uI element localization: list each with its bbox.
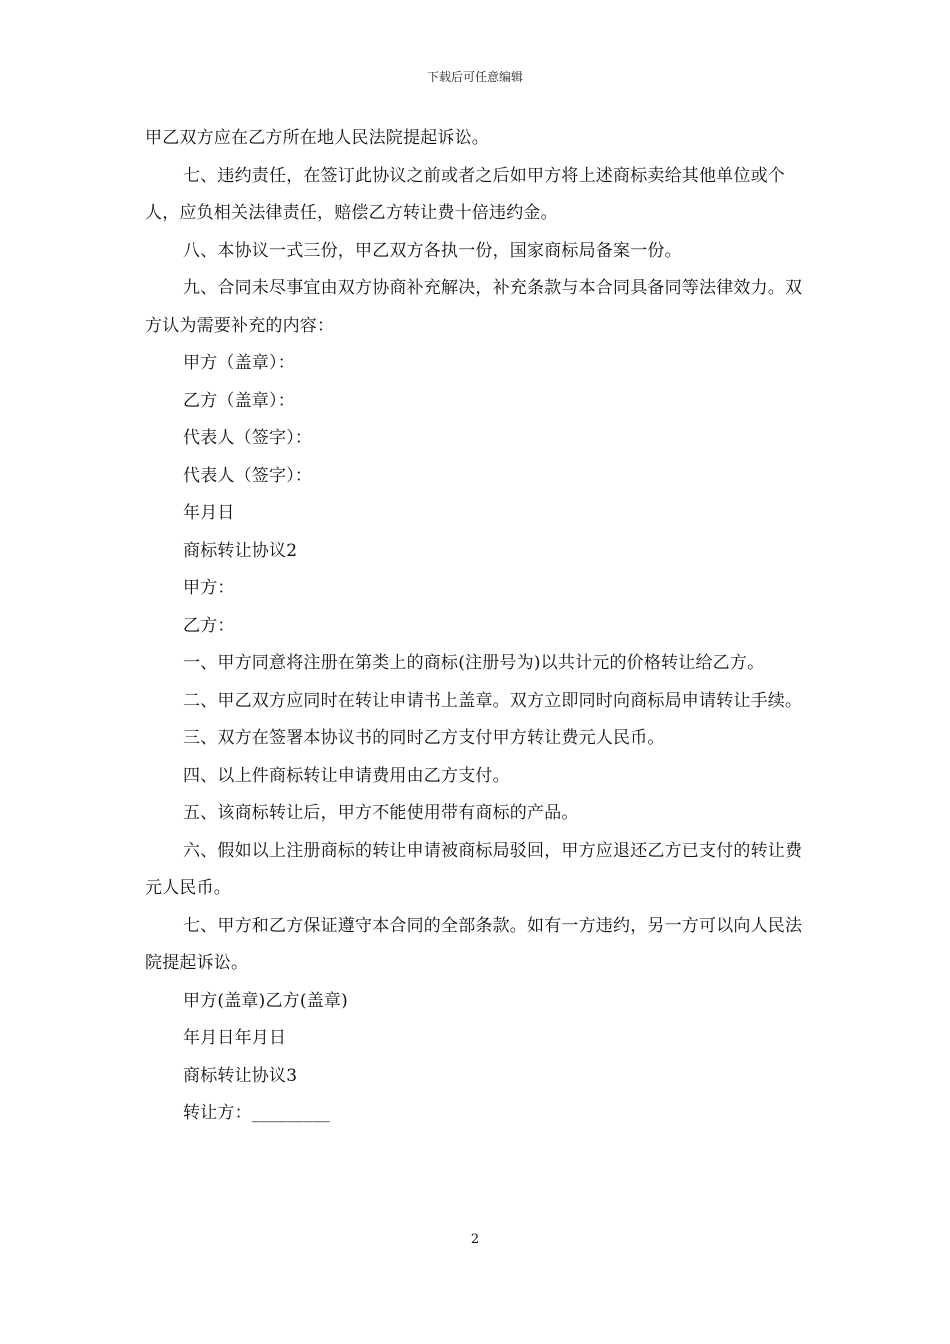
section-title: 商标转让协议3 bbox=[183, 1065, 298, 1086]
paragraph: 一、甲方同意将注册在第类上的商标(注册号为)以共计元的价格转让给乙方。 bbox=[183, 653, 765, 673]
paragraph: 乙方（盖章）： bbox=[183, 390, 295, 411]
paragraph: 甲方： bbox=[183, 578, 235, 598]
paragraph: 五、该商标转让后，甲方不能使用带有商标的产品。 bbox=[183, 803, 579, 823]
paragraph: 二、甲乙双方应同时在转让申请书上盖章。双方立即同时向商标局申请转让手续。 bbox=[183, 690, 803, 711]
paragraph: 年月日 bbox=[183, 503, 235, 523]
paragraph: 转让方：_________ bbox=[183, 1103, 331, 1123]
paragraph: 代表人（签字）： bbox=[183, 465, 313, 486]
paragraph: 九、合同未尽事宜由双方协商补充解决，补充条款与本合同具备同等法律效力。双方认为需要补充的内容： bbox=[145, 278, 803, 336]
paragraph: 甲方（盖章）： bbox=[183, 353, 295, 373]
paragraph: 六、假如以上注册商标的转让申请被商标局驳回，甲方应退还乙方已支付的转让费元人民币。 bbox=[145, 840, 803, 898]
paragraph: 甲方(盖章)乙方(盖章) bbox=[183, 990, 348, 1011]
paragraph: 甲乙双方应在乙方所在地人民法院提起诉讼。 bbox=[145, 128, 489, 148]
paragraph: 三、双方在签署本协议书的同时乙方支付甲方转让费元人民币。 bbox=[183, 728, 665, 748]
paragraph: 乙方： bbox=[183, 615, 235, 636]
paragraph: 四、以上件商标转让申请费用由乙方支付。 bbox=[183, 765, 510, 786]
paragraph: 八、本协议一式三份，甲乙双方各执一份，国家商标局备案一份。 bbox=[183, 240, 682, 261]
paragraph: 七、甲方和乙方保证遵守本合同的全部条款。如有一方违约，另一方可以向人民法院提起诉讼。 bbox=[145, 915, 803, 973]
document-body bbox=[145, 120, 810, 1133]
paragraph: 七、违约责任，在签订此协议之前或者之后如甲方将上述商标卖给其他单位或个人，应负相关法律责任，赔偿乙方转让费十倍违约金。 bbox=[145, 165, 785, 223]
page-header: 下载后可任意编辑 bbox=[426, 70, 523, 84]
section-title: 商标转让协议2 bbox=[183, 540, 298, 561]
paragraph: 年月日年月日 bbox=[183, 1028, 287, 1048]
page-number: 2 bbox=[470, 1232, 480, 1247]
paragraph: 代表人（签字）： bbox=[183, 428, 313, 448]
